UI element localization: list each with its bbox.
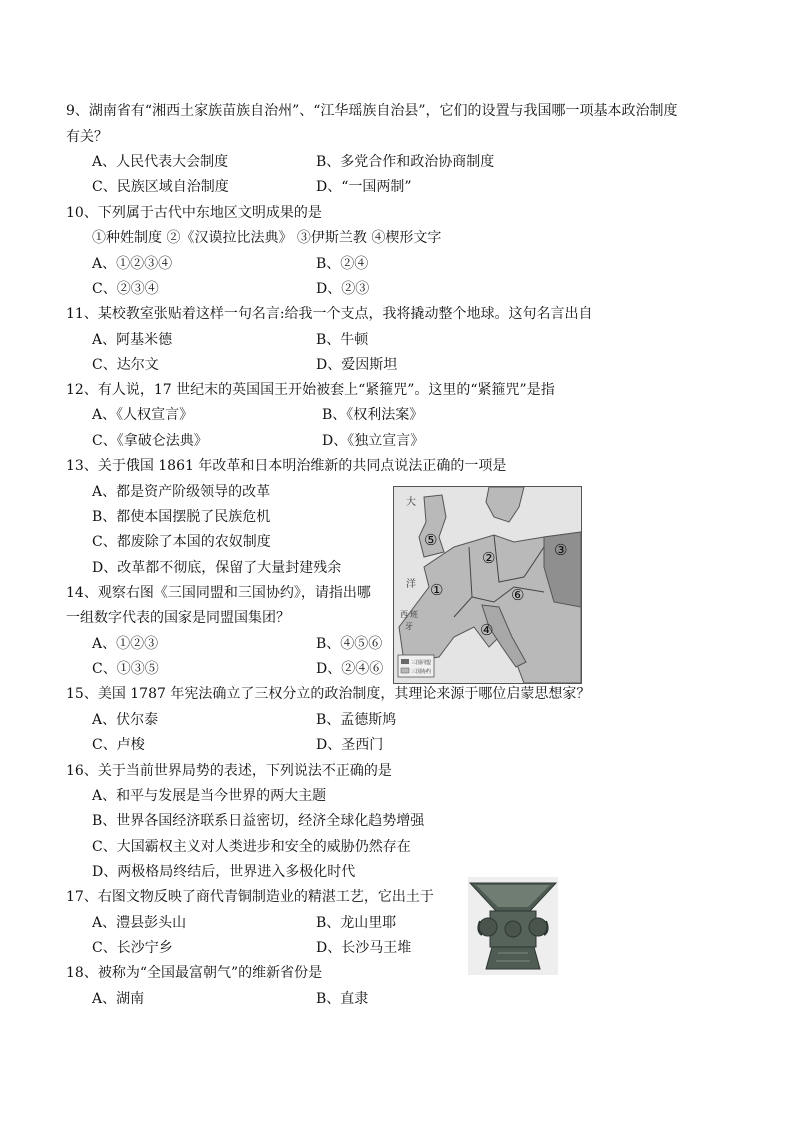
- q12-option-a: A、《人权宣言》: [92, 407, 194, 423]
- q9-option-b: B、多党合作和政治协商制度: [316, 154, 495, 170]
- q11-stem: 11、某校教室张贴着这样一句名言:给我一个支点，我将撬动整个地球。这句名言出自: [66, 306, 593, 322]
- q16-option-a: A、和平与发展是当今世界的两大主题: [92, 788, 327, 804]
- q11-option-d: D、爱因斯坦: [316, 357, 398, 373]
- q17-option-d: D、长沙马王堆: [316, 940, 412, 956]
- q15-option-c: C、卢梭: [92, 737, 145, 753]
- q13-option-a: A、都是资产阶级领导的改革: [92, 484, 271, 500]
- q16-option-c: C、大国霸权主义对人类进步和安全的威胁仍然存在: [92, 839, 411, 855]
- map-marker-2: ②: [482, 549, 496, 567]
- q14-stem-line2: 一组数字代表的国家是同盟国集团？: [66, 610, 290, 626]
- map-marker-6: ⑥: [511, 586, 525, 604]
- map-label-ya: 牙: [405, 622, 413, 631]
- q12-option-c: C、《拿破仑法典》: [92, 433, 208, 449]
- q16-option-d: D、两极格局终结后，世界进入多极化时代: [92, 864, 356, 880]
- map-label-yang: 洋: [406, 579, 416, 590]
- q13-stem: 13、关于俄国 1861 年改革和日本明治维新的共同点说法正确的一项是: [66, 458, 507, 474]
- q9-stem-line2: 有关？: [66, 129, 108, 145]
- bronze-zun-vessel-icon: [468, 877, 558, 975]
- q9-option-c: C、民族区域自治制度: [92, 179, 229, 195]
- q18-option-a: A、湖南: [92, 991, 145, 1007]
- q11-option-b: B、牛顿: [316, 332, 369, 348]
- q14-option-d: D、②④⑥: [316, 661, 384, 677]
- alliance-map-figure: [393, 486, 582, 684]
- q14-option-a: A、①②③: [92, 636, 159, 652]
- q10-items: ①种姓制度 ②《汉谟拉比法典》 ③伊斯兰教 ④楔形文字: [92, 230, 442, 246]
- q12-option-b: B、《权利法案》: [322, 407, 424, 423]
- q15-stem: 15、美国 1787 年宪法确立了三权分立的政治制度，其理论来源于哪位启蒙思想家？: [66, 686, 591, 702]
- q13-option-d: D、改革都不彻底，保留了大量封建残余: [92, 560, 342, 576]
- map-marker-1: ①: [430, 581, 444, 599]
- q17-stem: 17、右图文物反映了商代青铜制造业的精湛工艺，它出土于: [66, 889, 434, 905]
- europe-map: [394, 487, 581, 683]
- map-marker-5: ⑤: [424, 531, 438, 549]
- map-label-ban: 班: [410, 610, 418, 619]
- q16-option-b: B、世界各国经济联系日益密切，经济全球化趋势增强: [92, 813, 425, 829]
- q17-option-a: A、澧县彭头山: [92, 915, 187, 931]
- q15-option-a: A、伏尔泰: [92, 712, 159, 728]
- q18-option-b: B、直隶: [316, 991, 369, 1007]
- q12-stem: 12、有人说，17 世纪末的英国国王开始被套上“紧箍咒”。这里的“紧箍咒”是指: [66, 382, 555, 398]
- q13-option-b: B、都使本国摆脱了民族危机: [92, 509, 271, 525]
- q13-option-c: C、都废除了本国的农奴制度: [92, 534, 271, 550]
- map-marker-4: ④: [480, 621, 494, 639]
- q9-stem-line1: 9、湖南省有“湘西土家族苗族自治州”、“江华瑶族自治县”，它们的设置与我国哪一项基本政治制度: [66, 103, 678, 119]
- q10-option-d: D、②③: [316, 281, 370, 297]
- q14-option-b: B、④⑤⑥: [316, 636, 383, 652]
- q16-stem: 16、关于当前世界局势的表述，下列说法不正确的是: [66, 763, 392, 779]
- q15-option-d: D、圣西门: [316, 737, 384, 753]
- q11-option-a: A、阿基米德: [92, 332, 173, 348]
- q12-option-d: D、《独立宣言》: [322, 433, 425, 449]
- q17-option-b: B、龙山里耶: [316, 915, 397, 931]
- q14-stem-line1: 14、观察右图《三国同盟和三国协约》，请指出哪: [66, 585, 371, 601]
- legend-triple-entente: 三国协约: [411, 669, 432, 675]
- q17-option-c: C、长沙宁乡: [92, 940, 173, 956]
- q9-option-a: A、人民代表大会制度: [92, 154, 229, 170]
- q10-option-b: B、②④: [316, 256, 369, 272]
- q10-option-a: A、①②③④: [92, 256, 173, 272]
- q10-stem: 10、下列属于古代中东地区文明成果的是: [66, 205, 322, 221]
- legend-triple-alliance: 三国同盟: [411, 660, 432, 666]
- map-marker-3: ③: [554, 541, 568, 559]
- q11-option-c: C、达尔文: [92, 357, 159, 373]
- q15-option-b: B、孟德斯鸠: [316, 712, 397, 728]
- q18-stem: 18、被称为“全国最富朝气”的维新省份是: [66, 965, 323, 981]
- map-label-da: 大: [406, 497, 416, 508]
- map-label-xi: 西: [400, 610, 408, 619]
- q14-option-c: C、①③⑤: [92, 661, 159, 677]
- q10-option-c: C、②③④: [92, 281, 159, 297]
- q9-option-d: D、“一国两制”: [316, 179, 412, 195]
